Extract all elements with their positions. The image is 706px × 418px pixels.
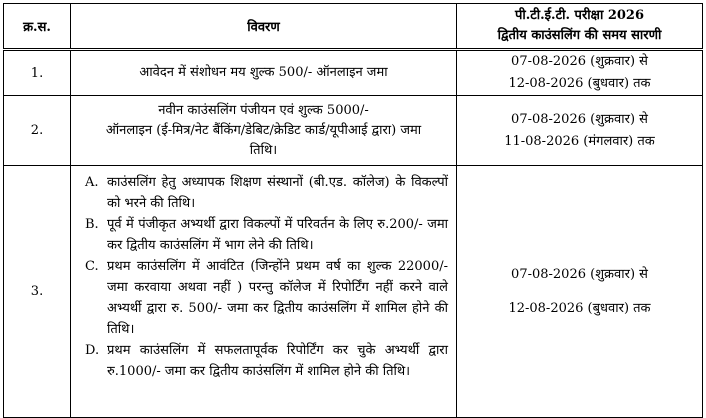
row2-date-to: 11-08-2026 (मंगलवार) तक: [504, 133, 655, 149]
table-row-2: [4, 96, 703, 166]
list-item-marker: D.: [85, 343, 100, 358]
list-item: [85, 256, 448, 340]
list-item-text: पूर्व में पंजीकृत अभ्यर्थी द्वारा विकल्पों में परिवर्तन के लिए रु.200/- जमा कर द्वितीय काउंसलिंग में भाग लेने की तिथि।: [107, 217, 448, 253]
header-schedule: [457, 4, 703, 50]
header-details: विवरण: [71, 4, 457, 50]
list-item-marker: A.: [85, 175, 99, 190]
row2-details: [71, 96, 457, 166]
row1-dates: [457, 50, 703, 96]
row3-date-from: 07-08-2026 (शुक्रवार) से: [511, 266, 648, 282]
row1-date-to: 12-08-2026 (बुधवार) तक: [508, 76, 651, 91]
row2-sno: 2.: [4, 96, 71, 166]
list-item-marker: B.: [85, 217, 99, 232]
header-schedule-line1: पी.टी.ई.टी. परीक्षा 2026: [514, 8, 645, 23]
counselling-schedule-table: [3, 3, 703, 418]
row1-date-from: 07-08-2026 (शुक्रवार) से: [511, 54, 648, 69]
row2-details-line3: तिथि।: [249, 142, 278, 158]
row3-details: [71, 166, 457, 418]
row2-dates: [457, 96, 703, 166]
row3-date-to: 12-08-2026 (बुधवार) तक: [508, 300, 651, 316]
list-item: [85, 214, 448, 256]
list-item: [85, 172, 448, 214]
row3-sno: 3.: [4, 166, 71, 418]
list-item-text: प्रथम काउंसलिंग में सफलतापूर्वक रिपोर्टिंग कर चुके अभ्यर्थी द्वारा रु.1000/- जमा कर द्वितीय काउंसलिंग में शामिल होने की तिथि।: [107, 343, 448, 379]
list-item-text: काउंसलिंग हेतु अध्यापक शिक्षण संस्थानों (बी.एड. कॉलेज) के विकल्पों को भरने की तिथि।: [107, 175, 448, 211]
header-schedule-line2: द्वितीय काउंसलिंग की समय सारणी: [497, 28, 662, 43]
table-row-1: [4, 50, 703, 96]
header-row: [4, 4, 703, 50]
list-item: [85, 340, 448, 382]
row2-date-from: 07-08-2026 (शुक्रवार) से: [511, 111, 648, 127]
list-item-marker: C.: [85, 259, 99, 274]
list-item-text: प्रथम काउंसलिंग में आवंटित (जिन्होंने प्रथम वर्ष का शुल्क 22000/- जमा करवाया अथवा नहीं ) परन्तु कॉलेज में रिपोर्टिंग नहीं करने वाले अभ्यर्थी द्वारा रु. 500/- जमा कर द्वितीय काउंसलिंग में शामिल होने की तिथि।: [107, 259, 448, 337]
row3-item-list: [71, 166, 456, 382]
row2-details-line1: नवीन काउंसलिंग पंजीयन एवं शुल्क 5000/-: [158, 102, 369, 118]
row2-details-line2: ऑनलाइन (ई-मित्र/नेट बैंकिंग/डेबिट/क्रेडिट कार्ड/यूपीआई द्वारा) जमा: [105, 122, 422, 138]
row1-details: आवेदन में संशोधन मय शुल्क 500/- ऑनलाइन जमा: [71, 50, 457, 96]
header-sno: क्र.स.: [4, 4, 71, 50]
table-row-3: [4, 166, 703, 418]
row1-sno: 1.: [4, 50, 71, 96]
row3-dates: [457, 166, 703, 418]
